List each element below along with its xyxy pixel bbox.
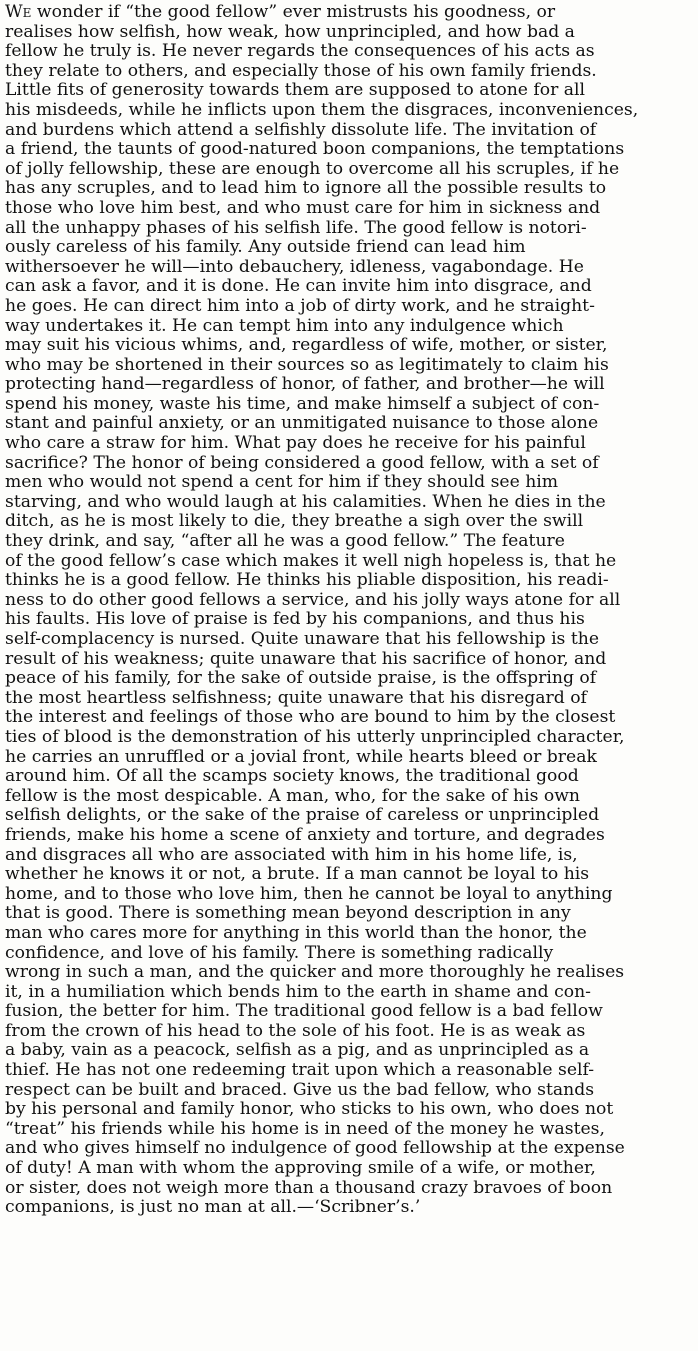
article-line xyxy=(5,1041,693,1061)
article-line xyxy=(5,963,693,983)
article-line-text: sacrifice? The honor of being considered a good fellow, with a set of xyxy=(5,452,599,473)
article-line xyxy=(5,571,693,591)
article-line-text: ness to do other good fellows a service, and his jolly ways atone for all xyxy=(5,589,621,610)
article-line xyxy=(5,297,693,317)
article-line xyxy=(5,708,693,728)
article-line-text: that is good. There is something mean beyond description in any xyxy=(5,903,571,924)
article-line-text: may suit his vicious whims, and, regardless of wife, mother, or sister, xyxy=(5,335,608,356)
article-line xyxy=(5,336,693,356)
article-line-text: and burdens which attend a selfishly dissolute life. The invitation of xyxy=(5,119,597,140)
article-lead-word: We xyxy=(5,2,32,22)
article-line-text: thief. He has not one redeeming trait upon which a reasonable self- xyxy=(5,1060,595,1081)
article-line-text: respect can be built and braced. Give us the bad fellow, who stands xyxy=(5,1079,595,1100)
article-line xyxy=(5,885,693,905)
article-line-text: friends, make his home a scene of anxiety and torture, and degrades xyxy=(5,824,605,845)
article-line xyxy=(5,356,693,376)
article-line xyxy=(5,924,693,944)
article-line xyxy=(5,1139,693,1159)
article-line-text: man who cares more for anything in this world than the honor, the xyxy=(5,922,587,943)
article-line xyxy=(5,1120,693,1140)
article-line xyxy=(5,767,693,787)
article-line xyxy=(5,395,693,415)
article-line xyxy=(5,1198,693,1218)
article-line xyxy=(5,101,693,121)
article-line xyxy=(5,434,693,454)
article-line-text: of the good fellow’s case which makes it well nigh hopeless is, that he xyxy=(5,550,617,571)
article-line xyxy=(5,121,693,141)
article-line xyxy=(5,552,693,572)
article-line xyxy=(5,23,693,43)
article-line xyxy=(5,199,693,219)
article-line-text: protecting hand—regardless of honor, of father, and brother—he will xyxy=(5,374,605,395)
article-line-text: home, and to those who love him, then he cannot be loyal to anything xyxy=(5,883,613,904)
article-line-text: men who would not spend a cent for him if they should see him xyxy=(5,472,559,493)
article-line xyxy=(5,160,693,180)
article-line-text: he carries an unruffled or a jovial front, while hearts bleed or break xyxy=(5,746,597,767)
article-line xyxy=(5,1159,693,1179)
article-line xyxy=(5,454,693,474)
article-line-text: “treat” his friends while his home is in need of the money he wastes, xyxy=(5,1118,605,1139)
article-line xyxy=(5,689,693,709)
article-line-text: a friend, the taunts of good-natured boon companions, the temptations xyxy=(5,139,625,160)
article-line xyxy=(5,493,693,513)
article-line xyxy=(5,610,693,630)
article-line-text: fellow he truly is. He never regards the consequences of his acts as xyxy=(5,41,595,62)
article-line-text: peace of his family, for the sake of outside praise, is the offspring of xyxy=(5,668,597,689)
article-line-text: result of his weakness; quite unaware that his sacrifice of honor, and xyxy=(5,648,607,669)
article-line-text: he goes. He can direct him into a job of dirty work, and he straight- xyxy=(5,295,595,316)
article-line-text: wonder if “the good fellow” ever mistrusts his goodness, or xyxy=(31,2,556,22)
article-line xyxy=(5,81,693,101)
article-line-text: ously careless of his family. Any outside friend can lead him xyxy=(5,237,526,258)
article-line-text: or sister, does not weigh more than a thousand crazy bravoes of boon xyxy=(5,1177,613,1198)
article-line xyxy=(5,179,693,199)
article-line xyxy=(5,669,693,689)
article-line-text: whether he knows it or not, a brute. If a man cannot be loyal to his xyxy=(5,864,590,885)
article-line xyxy=(5,317,693,337)
article-line-text: his faults. His love of praise is fed by his companions, and thus his xyxy=(5,609,585,630)
article-line-text: and who gives himself no indulgence of good fellowship at the expense xyxy=(5,1138,625,1159)
article-line xyxy=(5,1179,693,1199)
article-line xyxy=(5,748,693,768)
article-line xyxy=(5,3,693,23)
article-line xyxy=(5,1100,693,1120)
article-line-text: of jolly fellowship, these are enough to overcome all his scruples, if he xyxy=(5,158,620,179)
article-line-text: ditch, as he is most likely to die, they breathe a sigh over the swill xyxy=(5,511,584,532)
article-line xyxy=(5,591,693,611)
article-text xyxy=(5,3,693,1218)
article-line-text: ties of blood is the demonstration of his utterly unprincipled character, xyxy=(5,726,625,747)
article-line-text: confidence, and love of his family. There is something radically xyxy=(5,942,554,963)
article-line xyxy=(5,140,693,160)
article-line-text: by his personal and family honor, who sticks to his own, who does not xyxy=(5,1099,614,1120)
article-line xyxy=(5,1061,693,1081)
article-line xyxy=(5,238,693,258)
article-line-text: all the unhappy phases of his selfish life. The good fellow is notori- xyxy=(5,217,587,238)
article-line xyxy=(5,414,693,434)
article-line-text: companions, is just no man at all.—‘Scribner’s.’ xyxy=(5,1197,421,1218)
article-line xyxy=(5,944,693,964)
article-line-text: selfish delights, or the sake of the praise of careless or unprincipled xyxy=(5,805,600,826)
article-line-text: can ask a favor, and it is done. He can invite him into disgrace, and xyxy=(5,276,592,297)
article-line-text: they drink, and say, “after all he was a good fellow.” The feature xyxy=(5,531,565,552)
article-line-text: withersoever he will—into debauchery, idleness, vagabondage. He xyxy=(5,256,584,277)
article-line-text: and disgraces all who are associated with him in his home life, is, xyxy=(5,844,578,865)
article-line xyxy=(5,532,693,552)
article-line-text: spend his money, waste his time, and make himself a subject of con- xyxy=(5,393,600,414)
article-line-text: a baby, vain as a peacock, selfish as a pig, and as unprincipled as a xyxy=(5,1040,590,1061)
article-line-text: they relate to others, and especially those of his own family friends. xyxy=(5,60,597,81)
article-line-text: starving, and who would laugh at his calamities. When he dies in the xyxy=(5,491,606,512)
article-line-text: fusion, the better for him. The traditional good fellow is a bad fellow xyxy=(5,1001,603,1022)
article-line xyxy=(5,983,693,1003)
article-line xyxy=(5,62,693,82)
article-line-text: thinks he is a good fellow. He thinks his pliable disposition, his readi- xyxy=(5,570,609,591)
article-line xyxy=(5,1081,693,1101)
article-line xyxy=(5,826,693,846)
article-line-text: way undertakes it. He can tempt him into any indulgence which xyxy=(5,315,564,336)
article-line xyxy=(5,787,693,807)
article-line-text: wrong in such a man, and the quicker and more thoroughly he realises xyxy=(5,962,625,983)
article-line xyxy=(5,650,693,670)
article-line xyxy=(5,1022,693,1042)
article-line-text: has any scruples, and to lead him to ignore all the possible results to xyxy=(5,178,607,199)
article-line-text: self-complacency is nursed. Quite unaware that his fellowship is the xyxy=(5,629,599,649)
article-line xyxy=(5,865,693,885)
article-line-text: Little fits of generosity towards them are supposed to atone for all xyxy=(5,80,586,101)
article-line xyxy=(5,904,693,924)
article-line xyxy=(5,473,693,493)
article-line xyxy=(5,728,693,748)
article-line xyxy=(5,219,693,239)
article-line xyxy=(5,1002,693,1022)
article-line xyxy=(5,375,693,395)
article-line-text: those who love him best, and who must care for him in sickness and xyxy=(5,197,601,218)
article-line xyxy=(5,42,693,62)
article-line-text: the interest and feelings of those who are bound to him by the closest xyxy=(5,707,616,728)
article-line-text: the most heartless selfishness; quite unaware that his disregard of xyxy=(5,687,587,708)
article-line-text: it, in a humiliation which bends him to the earth in shame and con- xyxy=(5,981,591,1002)
article-line-text: his misdeeds, while he inflicts upon them the disgraces, inconveniences, xyxy=(5,99,639,120)
article-line-text: stant and painful anxiety, or an unmitigated nuisance to those alone xyxy=(5,413,599,434)
article-line xyxy=(5,277,693,297)
article-line-text: of duty! A man with whom the approving smile of a wife, or mother, xyxy=(5,1158,596,1179)
article-line-text: around him. Of all the scamps society knows, the traditional good xyxy=(5,766,579,787)
article-line-text: who care a straw for him. What pay does he receive for his painful xyxy=(5,433,586,454)
article-line-text: from the crown of his head to the sole of his foot. He is as weak as xyxy=(5,1020,586,1041)
article-line xyxy=(5,806,693,826)
article-line-text: fellow is the most despicable. A man, who, for the sake of his own xyxy=(5,785,580,806)
article-line xyxy=(5,512,693,532)
article-line xyxy=(5,630,693,650)
article-line xyxy=(5,846,693,866)
article-line xyxy=(5,258,693,278)
article-line-text: who may be shortened in their sources so as legitimately to claim his xyxy=(5,354,609,375)
article-line-text: realises how selfish, how weak, how unprincipled, and how bad a xyxy=(5,21,575,42)
